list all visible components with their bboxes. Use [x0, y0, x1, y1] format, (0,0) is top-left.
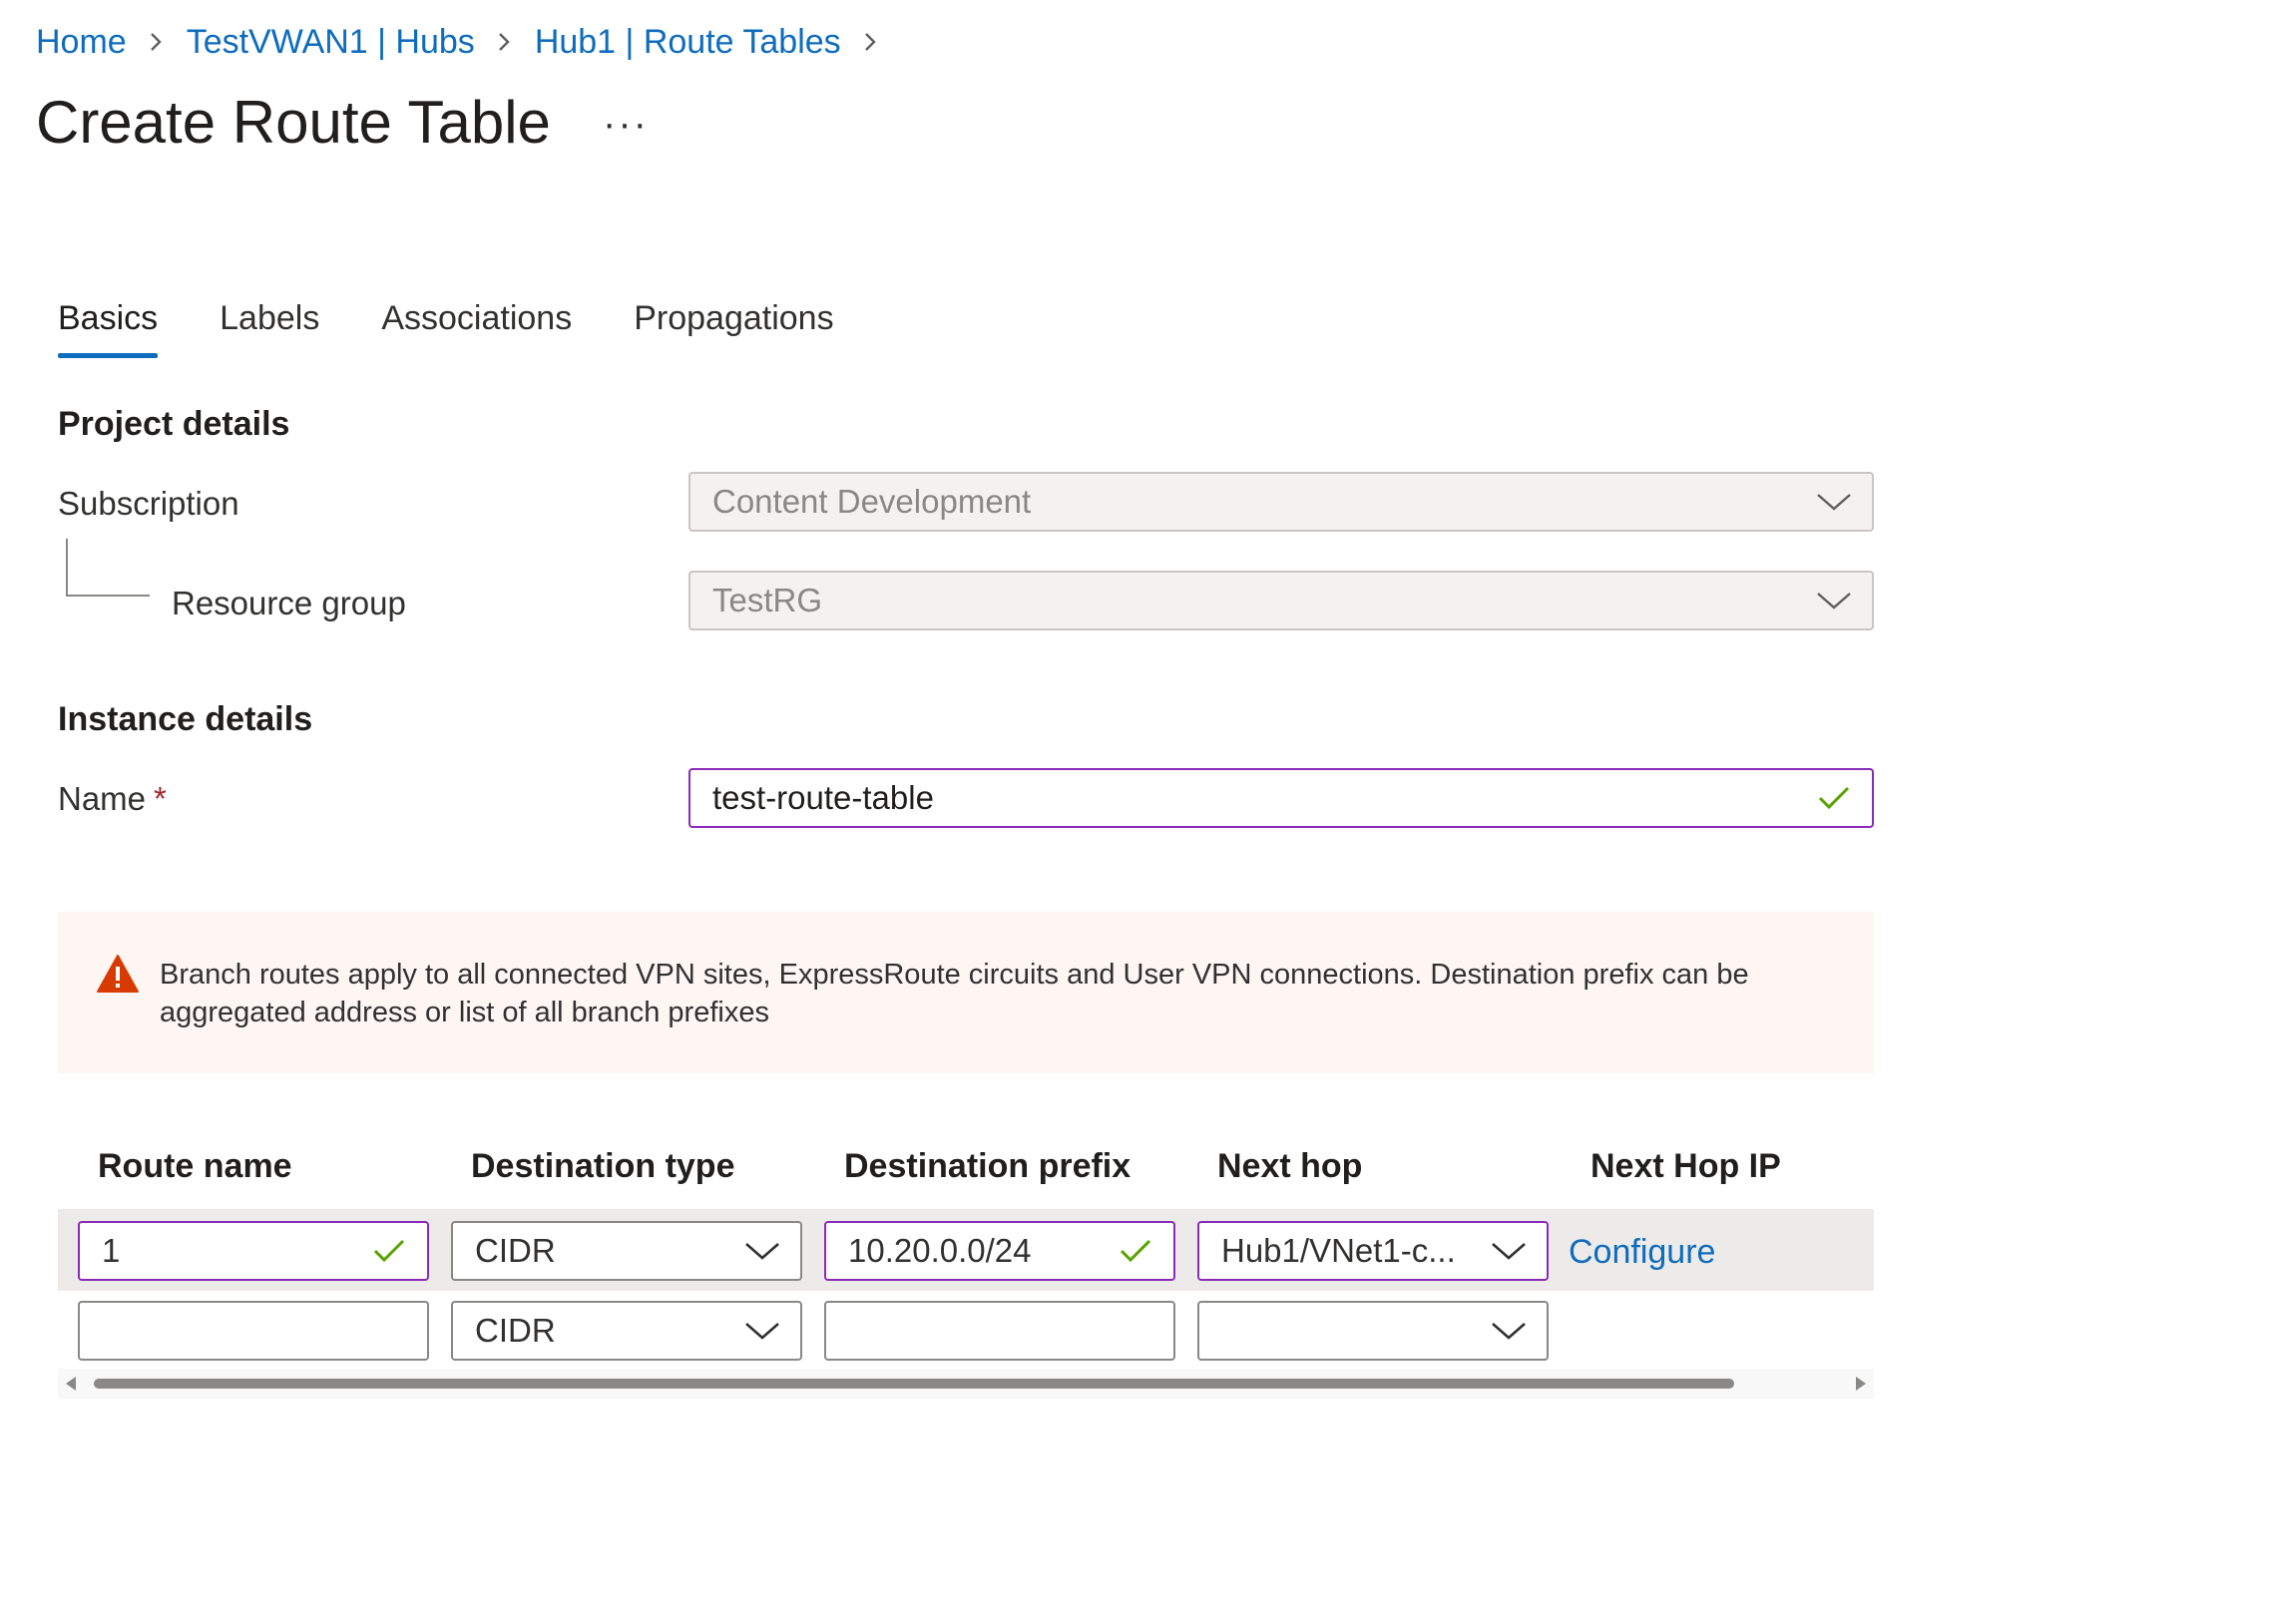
chevron-down-icon — [744, 1239, 780, 1263]
destination-type-dropdown[interactable] — [451, 1301, 802, 1361]
next-hop-dropdown[interactable] — [1197, 1221, 1549, 1281]
checkmark-icon — [1118, 1239, 1153, 1263]
destination-type-value: CIDR — [475, 1232, 556, 1269]
column-header-next-hop-ip: Next Hop IP — [1590, 1147, 1781, 1185]
breadcrumb-home[interactable]: Home — [36, 22, 127, 61]
resource-group-dropdown[interactable] — [688, 571, 1874, 630]
breadcrumb-route-tables[interactable]: Hub1 | Route Tables — [534, 22, 841, 61]
next-hop-dropdown[interactable] — [1197, 1301, 1549, 1361]
chevron-down-icon — [1816, 589, 1852, 612]
name-label — [58, 780, 167, 818]
destination-type-value: CIDR — [475, 1312, 556, 1349]
subscription-dropdown[interactable] — [688, 472, 1874, 532]
tab-propagations[interactable]: Propagations — [634, 299, 834, 337]
required-asterisk: * — [154, 780, 167, 817]
scroll-right-arrow-icon[interactable] — [1856, 1377, 1866, 1391]
column-header-next-hop: Next hop — [1217, 1147, 1363, 1185]
destination-prefix-input[interactable] — [824, 1301, 1175, 1361]
route-name-input[interactable] — [78, 1221, 429, 1281]
hierarchy-connector — [66, 539, 150, 597]
chevron-down-icon — [1816, 490, 1852, 514]
warning-triangle-icon — [96, 954, 140, 994]
tab-labels[interactable]: Labels — [220, 299, 320, 337]
chevron-down-icon — [1491, 1319, 1527, 1343]
column-header-destination-prefix: Destination prefix — [844, 1147, 1132, 1185]
tab-associations[interactable]: Associations — [381, 299, 573, 337]
more-options-button[interactable]: ··· — [603, 102, 649, 146]
project-details-heading: Project details — [58, 405, 290, 443]
next-hop-value: Hub1/VNet1-c... — [1221, 1232, 1456, 1269]
scroll-left-arrow-icon[interactable] — [66, 1377, 76, 1391]
resource-group-value: TestRG — [712, 582, 823, 618]
name-input[interactable] — [688, 768, 1874, 828]
warning-banner — [58, 912, 1874, 1073]
breadcrumb — [36, 18, 901, 66]
column-header-route-name: Route name — [98, 1147, 292, 1185]
chevron-right-icon — [495, 25, 515, 59]
subscription-label: Subscription — [58, 485, 239, 522]
horizontal-scrollbar[interactable] — [58, 1369, 1874, 1399]
chevron-right-icon — [861, 25, 881, 59]
name-input-value: test-route-table — [712, 779, 934, 816]
configure-next-hop-ip-link[interactable]: Configure — [1569, 1233, 1716, 1271]
destination-prefix-input[interactable] — [824, 1221, 1175, 1281]
tab-basics[interactable]: Basics — [58, 299, 158, 358]
destination-type-dropdown[interactable] — [451, 1221, 802, 1281]
instance-details-heading: Instance details — [58, 700, 313, 738]
chevron-down-icon — [744, 1319, 780, 1343]
name-label-text: Name — [58, 780, 147, 817]
destination-prefix-value: 10.20.0.0/24 — [848, 1232, 1032, 1269]
checkmark-icon — [1816, 786, 1852, 810]
resource-group-label: Resource group — [172, 585, 406, 621]
warning-message: Branch routes apply to all connected VPN sites, ExpressRoute circuits and User VPN connections. Destination prefix can be aggregated address or list of all branch prefixes — [160, 959, 1749, 1028]
route-name-value: 1 — [102, 1232, 121, 1269]
scrollbar-thumb[interactable] — [94, 1379, 1734, 1389]
column-header-destination-type: Destination type — [471, 1147, 735, 1185]
checkmark-icon — [371, 1239, 407, 1263]
tab-bar — [58, 299, 896, 358]
page-title: Create Route Table — [36, 89, 551, 156]
breadcrumb-hubs[interactable]: TestVWAN1 | Hubs — [186, 22, 475, 61]
subscription-value: Content Development — [712, 483, 1032, 520]
route-name-input[interactable] — [78, 1301, 429, 1361]
chevron-right-icon — [147, 25, 167, 59]
chevron-down-icon — [1491, 1239, 1527, 1263]
